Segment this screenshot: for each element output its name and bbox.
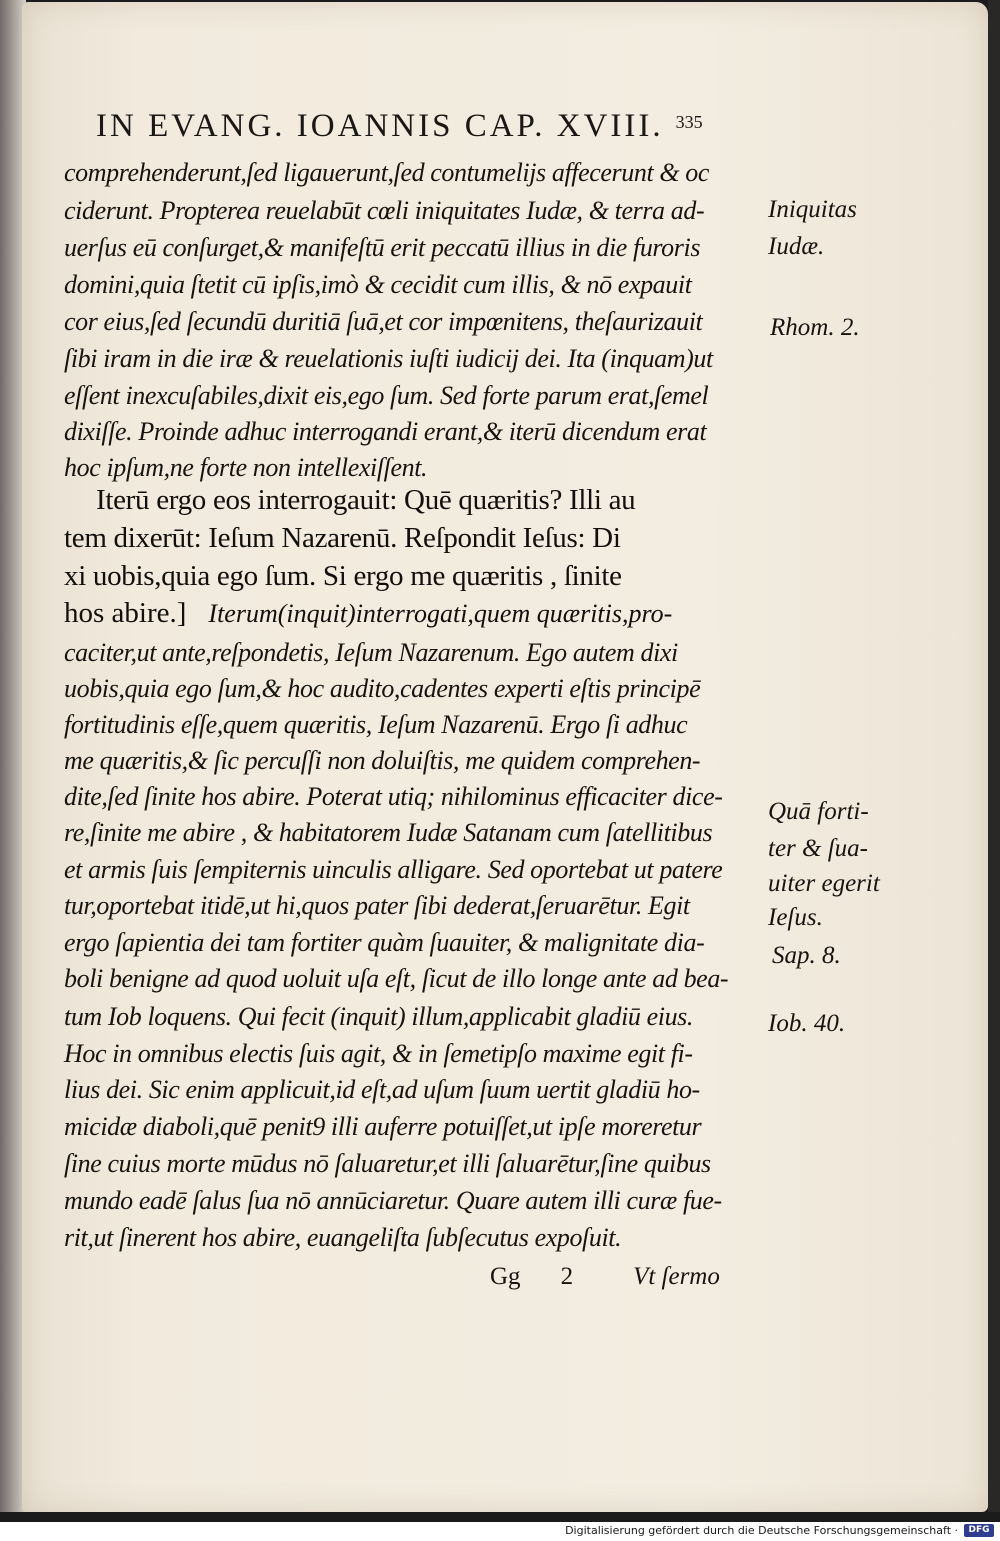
scripture-lemma-line: xi uobis,quia ego ſum. Si ergo me quæritis , ſinite [64, 560, 622, 592]
commentary-line: et armis ſuis ſempiternis uinculis alligare. Sed oportebat ut patere [64, 855, 723, 884]
signature-catchword-row [490, 1263, 790, 1291]
commentary-line: rit,ut ſinerent hos abire, euangeliſta ſubſecutus expoſuit. [64, 1223, 622, 1252]
margin-note: Ieſus. [768, 904, 823, 931]
folio-number: 335 [675, 112, 703, 132]
commentary-line: boli benigne ad quod uoluit uſa eſt, ſicut de illo longe ante ad bea- [64, 964, 729, 993]
commentary-line: Hoc in omnibus electis ſuis agit, & in ſemetipſo maxime egit fi- [64, 1039, 693, 1068]
page-edge-right [988, 0, 1000, 1512]
margin-note: uiter egerit [768, 870, 880, 897]
commentary-line: hoc ipſum,ne forte non intellexiſſent. [64, 453, 428, 482]
margin-note: Sap. 8. [772, 942, 841, 969]
scripture-lemma-end: hos abire.] [64, 597, 187, 629]
commentary-line: re,ſinite me abire , & habitatorem Iudæ Satanam cum ſatellitibus [64, 818, 713, 847]
signature-mark: Gg [490, 1263, 521, 1290]
margin-note: Iniquitas [768, 196, 857, 223]
commentary-line: dite,ſed ſinite hos abire. Poterat utiq; nihilominus efficaciter dice- [64, 782, 723, 811]
commentary-line: tur,oportebat itidē,ut hi,quos pater ſibi dederat,ſeruarētur. Egit [64, 891, 690, 920]
commentary-start: Iterum(inquit)interrogati,quem quæritis,pro- [208, 599, 673, 628]
dfg-logo: DFG [964, 1524, 994, 1537]
running-head-title: IN EVANG. IOANNIS CAP. XVIII. [96, 108, 664, 144]
commentary-line: ciderunt. Propterea reuelabūt cœli iniquitates Iudæ, & terra ad- [64, 196, 705, 225]
margin-note: ter & ſua- [768, 835, 868, 862]
commentary-line: uobis,quia ego ſum,& hoc audito,cadentes experti eſtis principē [64, 674, 701, 703]
margin-note: Iob. 40. [768, 1010, 846, 1037]
margin-note: Quā forti- [768, 798, 869, 825]
commentary-line: ſibi iram in die iræ & reuelationis iuſti iudicij dei. Ita (inquam)ut [64, 344, 713, 373]
commentary-line: dixiſſe. Proinde adhuc interrogandi erant,& iterū dicendum erat [64, 417, 707, 446]
commentary-line: domini,quia ſtetit cū ipſis,imò & cecidit cum illis, & nō expauit [64, 270, 692, 299]
scripture-lemma-line: tem dixerūt: Ieſum Nazarenū. Reſpondit Ieſus: Di [64, 522, 621, 554]
commentary-line: fortitudinis eſſe,quem quæritis, Ieſum Nazarenū. Ergo ſi adhuc [64, 710, 688, 739]
commentary-line: tum Iob loquens. Qui fecit (inquit) illum,applicabit gladiū eius. [64, 1002, 693, 1031]
funding-credit: Digitalisierung gefördert durch die Deutsche Forschungsgemeinschaft · [565, 1524, 958, 1537]
margin-note: Rhom. 2. [770, 314, 860, 341]
commentary-line: ergo ſapientia dei tam fortiter quàm ſuauiter, & malignitate dia- [64, 928, 705, 957]
margin-note: Iudæ. [768, 233, 825, 260]
commentary-line: me quæritis,& ſic percuſſi non doluiſtis, me quidem comprehen- [64, 746, 701, 775]
commentary-line: lius dei. Sic enim applicuit,id eſt,ad uſum ſuum uertit gladiū ho- [64, 1075, 700, 1104]
lemma-end-line [64, 597, 672, 630]
commentary-line: mundo eadē ſalus ſua nō annūciaretur. Quare autem illi curæ fue- [64, 1186, 722, 1215]
commentary-line: micidæ diaboli,quē penit9 illi auferre potuiſſet,ut ipſe moreretur [64, 1112, 702, 1141]
commentary-line: comprehenderunt,ſed ligauerunt,ſed contumelijs affecerunt & oc [64, 158, 710, 187]
running-head [96, 108, 703, 145]
scripture-lemma-line: Iterū ergo eos interrogauit: Quē quæritis? Illi au [96, 484, 636, 516]
commentary-line: cor eius,ſed ſecundū duritiā ſuā,et cor impœnitens, theſaurizauit [64, 307, 703, 336]
commentary-line: uerſus eū conſurget,& manifeſtū erit peccatū illius in die furoris [64, 233, 701, 262]
commentary-line: eſſent inexcuſabiles,dixit eis,ego ſum. Sed forte parum erat,ſemel [64, 381, 709, 410]
commentary-line: ſine cuius morte mūdus nō ſaluaretur,et illi ſaluarētur,ſine quibus [64, 1149, 711, 1178]
catchword: Vt ſermo [633, 1263, 720, 1290]
signature-number: 2 [560, 1263, 574, 1290]
commentary-line: caciter,ut ante,reſpondetis, Ieſum Nazarenum. Ego autem dixi [64, 638, 678, 667]
